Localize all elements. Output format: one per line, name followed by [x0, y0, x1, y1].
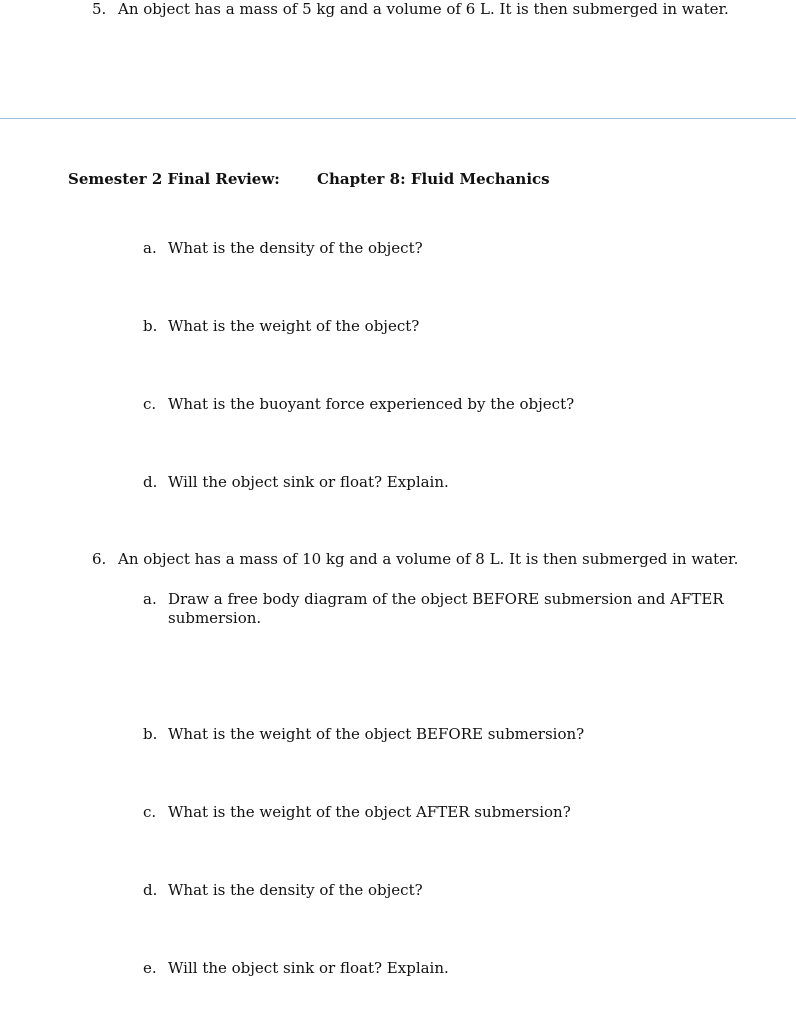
q6-part-d-text: What is the density of the object?: [168, 881, 423, 899]
question-5-number: 5.: [92, 0, 107, 18]
q5-part-c-text: What is the buoyant force experienced by the object?: [168, 395, 575, 413]
q5-part-c-letter: c.: [143, 395, 157, 413]
q6-part-e-letter: e.: [143, 959, 157, 977]
q6-part-c-letter: c.: [143, 803, 157, 821]
q5-part-a-text: What is the density of the object?: [168, 239, 423, 257]
question-6-text: An object has a mass of 10 kg and a volume of 8 L. It is then submerged in water.: [118, 550, 739, 568]
q6-part-a-text: Draw a free body diagram of the object BEFORE submersion and AFTER: [168, 590, 724, 608]
q6-part-c-text: What is the weight of the object AFTER submersion?: [168, 803, 571, 821]
page-divider: [0, 118, 796, 119]
question-5-text: An object has a mass of 5 kg and a volume of 6 L. It is then submerged in water.: [118, 0, 729, 18]
q6-part-b-letter: b.: [143, 725, 158, 743]
q6-part-a-letter: a.: [143, 590, 157, 608]
q6-part-d-letter: d.: [143, 881, 158, 899]
q6-part-a-text-continued: submersion.: [168, 609, 262, 627]
q5-part-d-text: Will the object sink or float? Explain.: [168, 473, 449, 491]
q6-part-e-text: Will the object sink or float? Explain.: [168, 959, 449, 977]
question-6-number: 6.: [92, 550, 107, 568]
q5-part-b-text: What is the weight of the object?: [168, 317, 420, 335]
header-chapter: Chapter 8: Fluid Mechanics: [317, 170, 550, 188]
header-course: Semester 2 Final Review:: [68, 170, 280, 188]
q6-part-b-text: What is the weight of the object BEFORE submersion?: [168, 725, 585, 743]
q5-part-a-letter: a.: [143, 239, 157, 257]
q5-part-d-letter: d.: [143, 473, 158, 491]
q5-part-b-letter: b.: [143, 317, 158, 335]
